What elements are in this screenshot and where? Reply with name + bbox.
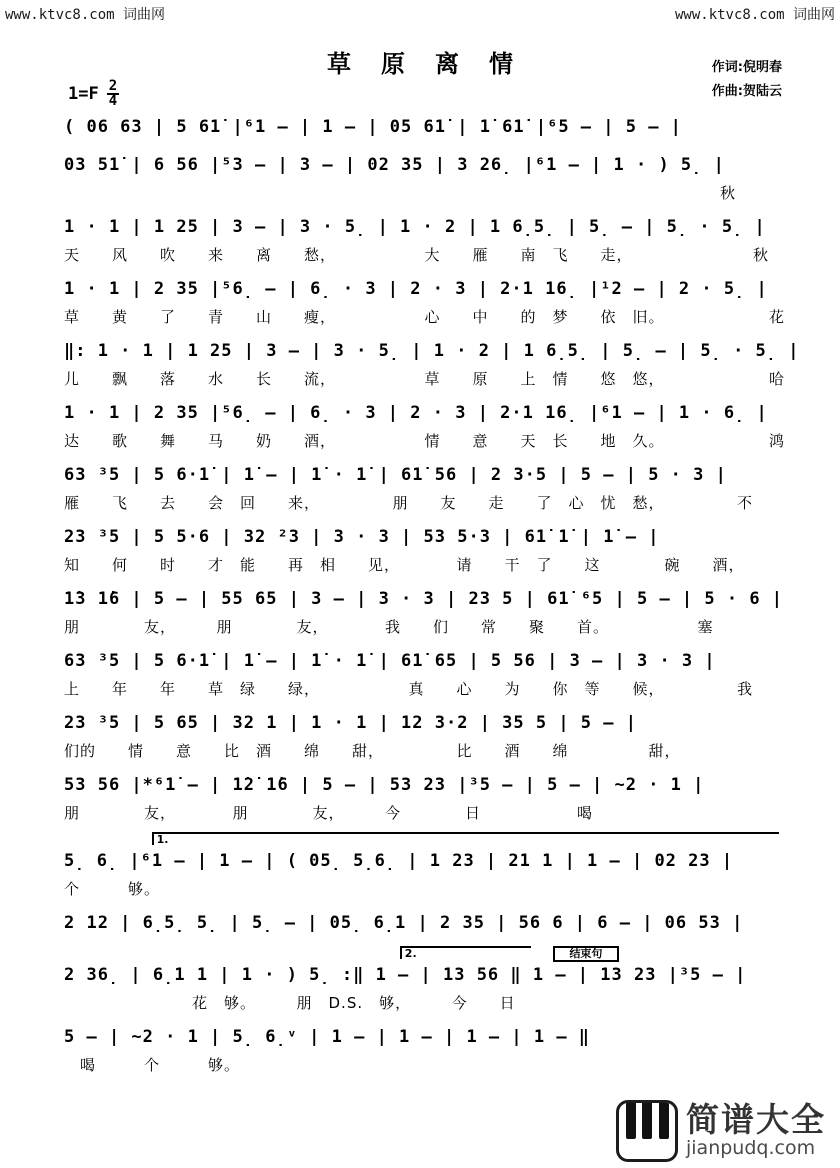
composer-credit: 作曲:贺陆云: [711, 84, 782, 99]
notation-line: 23 ³5 | 5 65 | 32 1 | 1 · 1 | 12 3·2 | 35 5 | 5 — |: [64, 713, 637, 733]
piano-key-bar: [659, 1103, 669, 1139]
notation-line: 1 · 1 | 2 35 |⁵6̣ — | 6̣ · 3 | 2 · 3 | 2·1 16̣ |¹2 — | 2 · 5̣ |: [64, 279, 768, 299]
notation-line: ( 06 63 | 5 61̇ |⁶1 — | 1 — | 05 61̇ | 1̇ 61̇ |⁶5 — | 5 — |: [64, 117, 682, 137]
credits: [712, 56, 782, 104]
music-system: [64, 646, 794, 701]
key-time-signature: [68, 80, 119, 108]
notation-line: 2 36̣ | 6̣1 1 | 1 · ) 5̣ :‖ 1 — | 13 56 ‖ 1 — | 13 23 |³5 — |: [64, 965, 747, 985]
notation-line: 53 56 |*⁶1̇ — | 1̇2̇ 1̇6 | 5 — | 53 23 |³5 — | 5 — | ~2 · 1 |: [64, 775, 705, 795]
notation-line: 1̇3 1̇6 | 5 — | 55 65 | 3 — | 3 · 3 | 23 5 | 61̇ ⁶5 | 5 — | 5 · 6 |: [64, 589, 784, 609]
music-system: [64, 398, 794, 453]
piano-key-bar: [626, 1103, 636, 1139]
time-numerator: 2: [108, 78, 118, 94]
music-system: [64, 274, 794, 329]
score: [64, 112, 800, 1084]
lyrics-line: 秋: [64, 184, 737, 202]
lyrics-line: 雁 飞 去 会 回 来， 朋 友 走 了 心 忧 愁， 不: [64, 494, 754, 512]
lyrics-line: 喝 个 够。: [64, 1056, 241, 1074]
notation-line: 5̣ 6̣ |⁶1 — | 1 — | ( 05̣ 5̣6̣ | 1 23 | 21 1 | 1 — | 02 23 |: [64, 851, 734, 871]
section-label: 结束句: [553, 946, 619, 962]
music-system: [64, 770, 794, 825]
music-system: [64, 832, 794, 901]
lyrics-line: 天 风 吹 来 离 愁， 大 雁 南 飞 走， 秋: [64, 246, 770, 264]
logo-name: 简谱大全: [686, 1100, 826, 1139]
footer-logo: [616, 1100, 826, 1162]
music-system: [64, 946, 794, 1015]
piano-keys-icon: [616, 1100, 678, 1162]
music-system: [64, 908, 794, 939]
notation-line: ‖: 1 · 1 | 1 25 | 3 — | 3 · 5̣ | 1 · 2 | 1 6̣5̣ | 5̣ — | 5̣ · 5̣ |: [64, 341, 800, 361]
music-system: [64, 460, 794, 515]
music-system: [64, 584, 794, 639]
logo-url: jianpudq.com: [686, 1137, 816, 1159]
lyricist-credit: 作词:倪明春: [711, 60, 782, 75]
notation-line: 5 — | ~2 · 1 | 5̣ 6̣ᵛ | 1 — | 1 — | 1 — | 1 — ‖: [64, 1027, 591, 1047]
notation-line: 23 ³5 | 5 5·6 | 32 ²3 | 3 · 3 | 53 5·3 | 61̇ 1̇ | 1̇ — |: [64, 527, 660, 547]
notation-line: 03 51̇ | 6 56 |⁵3 — | 3 — | 02 35 | 3 26̣ |⁶1 — | 1 · ) 5̣ |: [64, 155, 725, 175]
notation-line: 1 · 1 | 1 25 | 3 — | 3 · 5̣ | 1 · 2 | 1 6̣5̣ | 5̣ — | 5̣ · 5̣ |: [64, 217, 766, 237]
lyrics-line: 草 黄 了 青 山 瘦， 心 中 的 梦 依 旧。 花: [64, 308, 786, 326]
lyrics-line: 花 够。 朋 D.S. 够， 今 日: [64, 994, 516, 1012]
notation-line: 63 ³5 | 5 6·1̇ | 1̇ — | 1̇ · 1̇ | 61̇ 65 | 5 56 | 3 — | 3 · 3 |: [64, 651, 716, 671]
notation-line: 1 · 1 | 2 35 |⁵6̣ — | 6̣ · 3 | 2 · 3 | 2·1 16̣ |⁶1 — | 1 · 6̣ |: [64, 403, 768, 423]
music-system: [64, 522, 794, 577]
notation-line: 2 12 | 6̣5̣ 5̣ | 5̣ — | 05̣ 6̣1 | 2 35 | 56 6 | 6 — | 06 53 |: [64, 913, 744, 933]
key-label: 1=F: [68, 84, 99, 104]
watermark-top-right: www.ktvc8.com 词曲网: [674, 7, 835, 23]
song-title: 草原离情: [327, 50, 543, 78]
music-system: [64, 708, 794, 763]
lyrics-line: 知 何 时 才 能 再 相 见， 请 干 了 这 碗 酒，: [64, 556, 745, 574]
music-system: [64, 212, 794, 267]
music-system: [64, 112, 794, 143]
volta-label: 2.: [400, 946, 531, 959]
time-denominator: 4: [108, 93, 118, 109]
music-system: [64, 336, 800, 391]
lyrics-line: 达 歌 舞 马 奶 酒， 情 意 天 长 地 久。 鸿: [64, 432, 786, 450]
volta-label: 1.: [152, 832, 780, 845]
time-signature: [107, 80, 119, 108]
music-system: [64, 1022, 794, 1077]
music-system: [64, 150, 794, 205]
notation-line: 63 ³5 | 5 6·1̇ | 1̇ — | 1̇ · 1̇ | 61̇ 56 | 2 3·5 | 5 — | 5 · 3 |: [64, 465, 727, 485]
lyrics-line: 们的 情 意 比 酒 绵 甜， 比 酒 绵 甜，: [64, 742, 681, 760]
piano-key-bar: [642, 1103, 652, 1139]
lyrics-line: 儿 飘 落 水 长 流， 草 原 上 情 悠 悠， 哈: [64, 370, 786, 388]
lyrics-line: 朋 友， 朋 友， 今 日 喝: [64, 804, 594, 822]
watermark-top-left: www.ktvc8.com 词曲网: [5, 7, 166, 23]
lyrics-line: 个 够。: [64, 880, 161, 898]
lyrics-line: 朋 友， 朋 友， 我 们 常 聚 首。 塞: [64, 618, 714, 636]
lyrics-line: 上 年 年 草 绿 绿， 真 心 为 你 等 候， 我: [64, 680, 754, 698]
footer-logo-text: [686, 1100, 826, 1159]
